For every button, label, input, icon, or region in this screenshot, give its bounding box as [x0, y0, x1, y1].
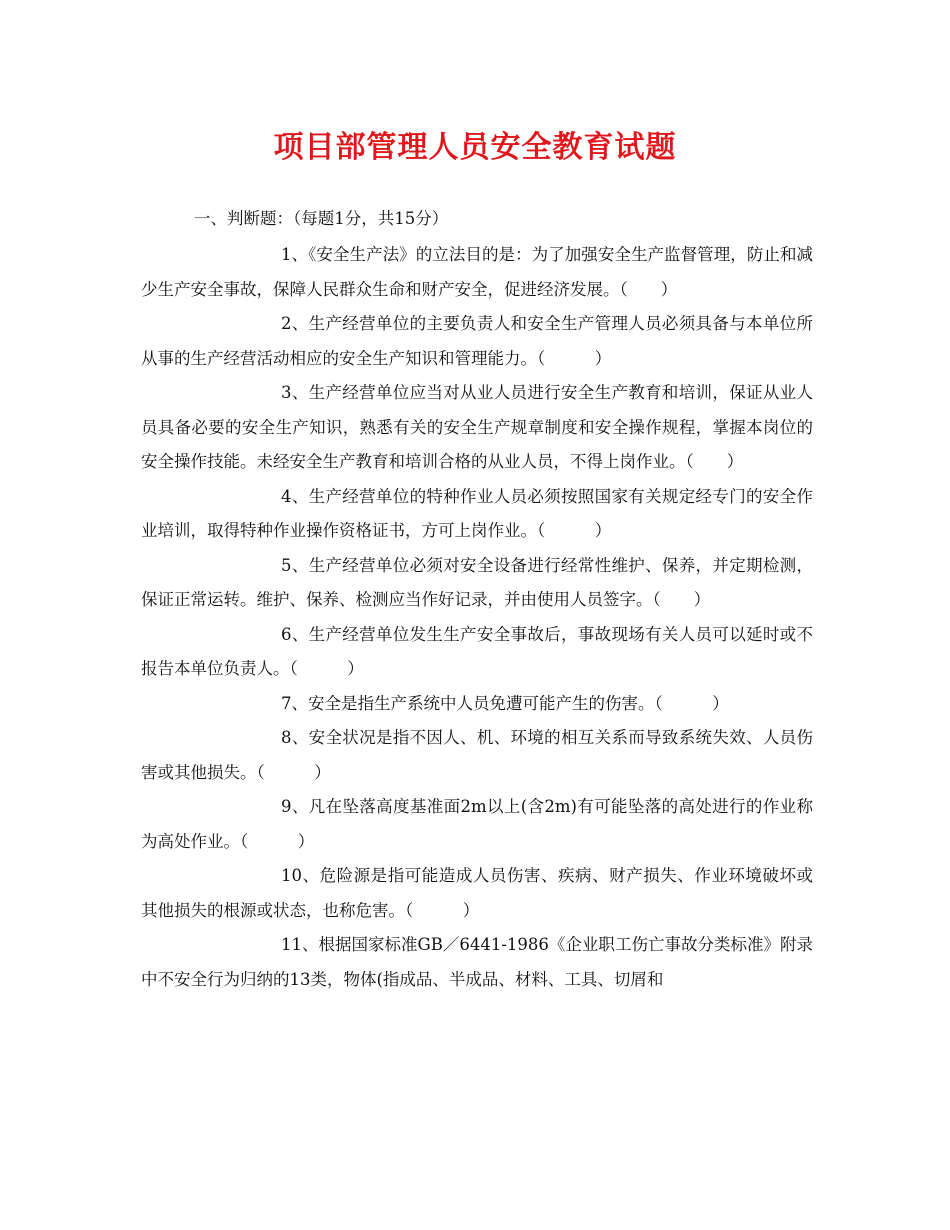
question-5: 5、生产经营单位必须对安全设备进行经常性维护、保养，并定期检测，保证正常运转。维护、保养、检测应当作好记录，并由使用人员签字。（ ）: [141, 555, 813, 609]
question-11: 11、根据国家标准GB／6441-1986《企业职工伤亡事故分类标准》附录中不安全行为归纳的13类，物体(指成品、半成品、材料、工具、切屑和: [141, 935, 813, 989]
section-heading: 一、判断题：（每题1分，共15分）: [194, 209, 449, 228]
question-8: 8、安全状况是指不因人、机、环境的相互关系而导致系统失效、人员伤害或其他损失。（ ）: [141, 728, 813, 782]
question-6: 6、生产经营单位发生生产安全事故后，事故现场有关人员可以延时或不报告本单位负责人。（ ）: [141, 624, 813, 678]
question-7: 7、安全是指生产系统中人员免遭可能产生的伤害。（ ）: [281, 693, 729, 713]
question-2: 2、生产经营单位的主要负责人和安全生产管理人员必须具备与本单位所从事的生产经营活动相应的安全生产知识和管理能力。（ ）: [141, 314, 813, 368]
question-1: 1、《安全生产法》的立法目的是：为了加强安全生产监督管理，防止和减少生产安全事故，保障人民群众生命和财产安全，促进经济发展。（ ）: [141, 245, 813, 299]
question-10: 10、危险源是指可能造成人员伤害、疾病、财产损失、作业环境破坏或其他损失的根源或状态，也称危害。（ ）: [141, 866, 813, 920]
question-9: 9、凡在坠落高度基准面2m以上(含2m)有可能坠落的高处进行的作业称为高处作业。（ ）: [141, 797, 813, 851]
page-title: 项目部管理人员安全教育试题: [273, 130, 677, 165]
question-3: 3、生产经营单位应当对从业人员进行安全生产教育和培训，保证从业人员具备必要的安全生产知识，熟悉有关的安全生产规章制度和安全操作规程，掌握本岗位的安全操作技能。未经安全生产教育和培训合格的从业人员，不得上岗作业。（ ）: [141, 383, 813, 471]
question-4: 4、生产经营单位的特种作业人员必须按照国家有关规定经专门的安全作业培训，取得特种作业操作资格证书，方可上岗作业。（ ）: [141, 486, 813, 540]
document-body: [141, 200, 813, 997]
